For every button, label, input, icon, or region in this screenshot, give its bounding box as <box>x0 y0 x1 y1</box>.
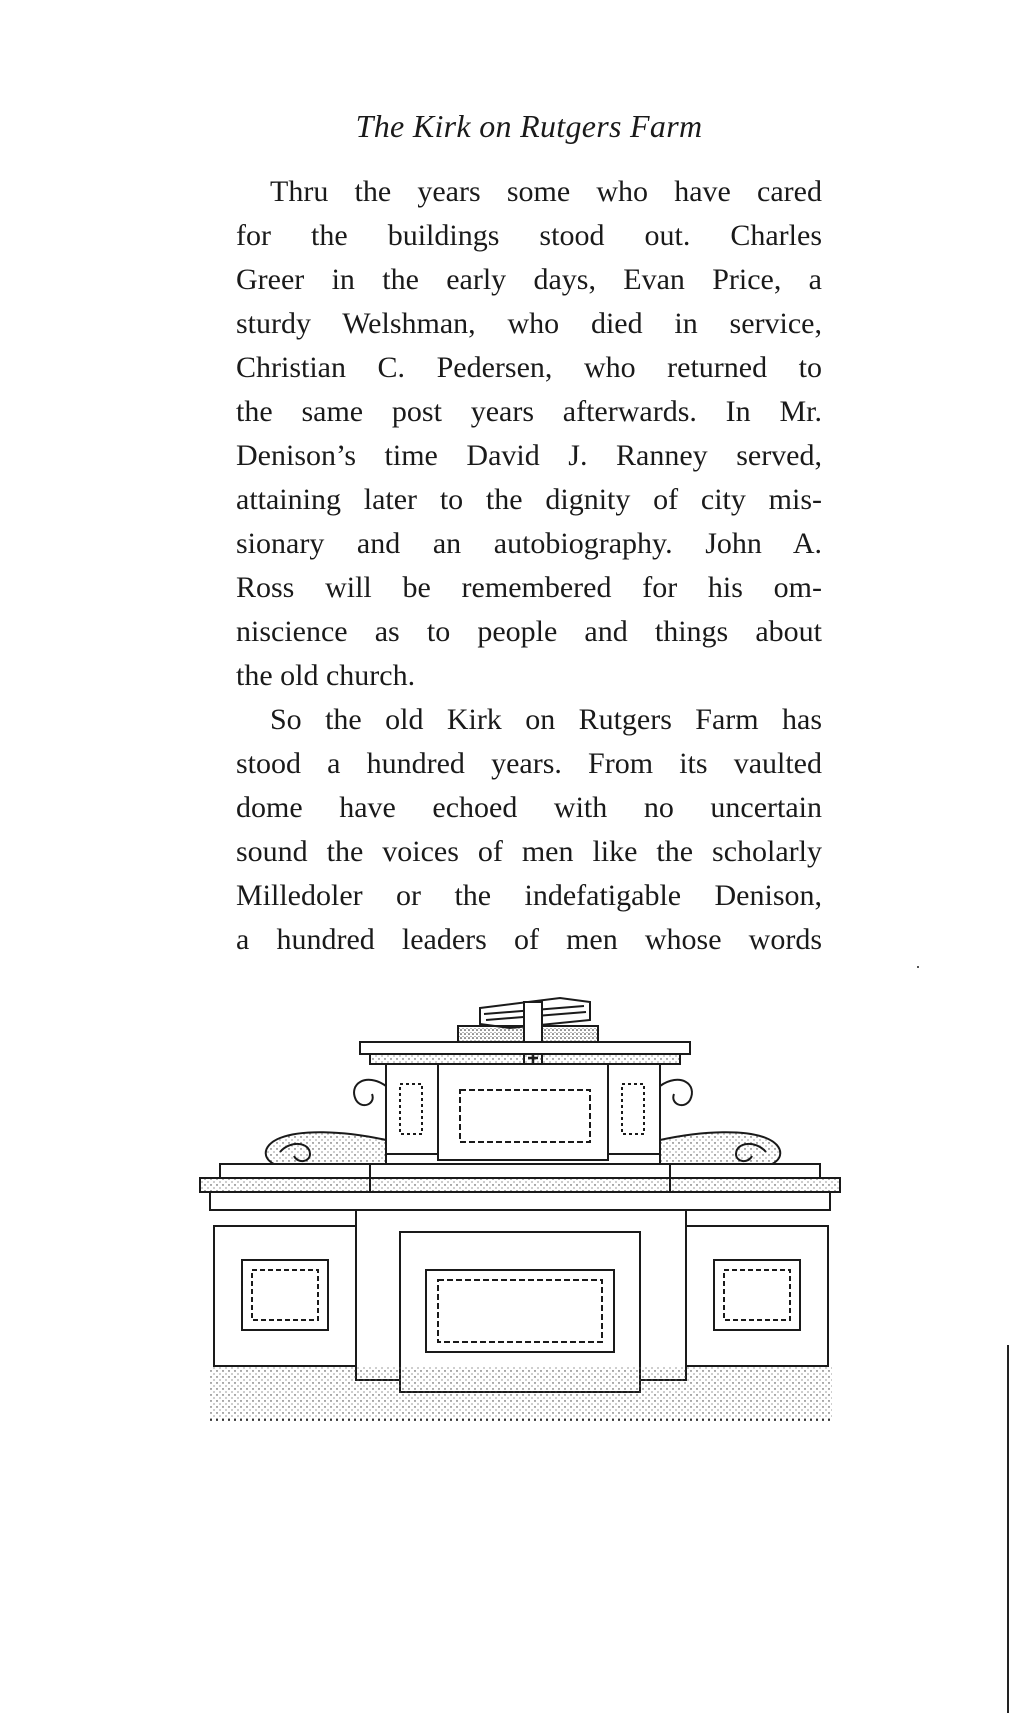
text-line: for the buildings stood out. Charles <box>236 219 822 252</box>
running-head: The Kirk on Rutgers Farm <box>355 108 703 144</box>
text-line: the same post years afterwards. In Mr. <box>236 395 822 428</box>
text-line: So the old Kirk on Rutgers Farm has <box>270 703 822 736</box>
text-line: Denison’s time David J. Ranney served, <box>236 439 822 472</box>
text-line: sturdy Welshman, who died in service, <box>236 307 822 340</box>
text-line: dome have echoed with no uncertain <box>236 791 822 824</box>
print-speck <box>917 966 919 968</box>
text-line: Ross will be remembered for his om- <box>236 571 822 604</box>
pulpit-illustration-icon <box>180 980 860 1440</box>
text-line: Thru the years some who have cared <box>270 175 822 208</box>
body-text <box>236 170 822 962</box>
paragraph-1 <box>236 170 822 698</box>
text-line: sound the voices of men like the scholarly <box>236 835 822 868</box>
text-line: Milledoler or the indefatigable Denison, <box>236 879 822 912</box>
text-line: the old church. <box>236 659 416 692</box>
page-edge-line <box>1007 1345 1009 1713</box>
text-line: a hundred leaders of men whose words <box>236 923 822 956</box>
text-line: niscience as to people and things about <box>236 615 822 648</box>
text-line: Greer in the early days, Evan Price, a <box>236 263 822 296</box>
text-line: attaining later to the dignity of city mis- <box>236 483 822 516</box>
paragraph-2 <box>236 698 822 962</box>
text-line: sionary and an autobiography. John A. <box>236 527 822 560</box>
text-line: stood a hundred years. From its vaulted <box>236 747 822 780</box>
text-line: Christian C. Pedersen, who returned to <box>236 351 822 384</box>
